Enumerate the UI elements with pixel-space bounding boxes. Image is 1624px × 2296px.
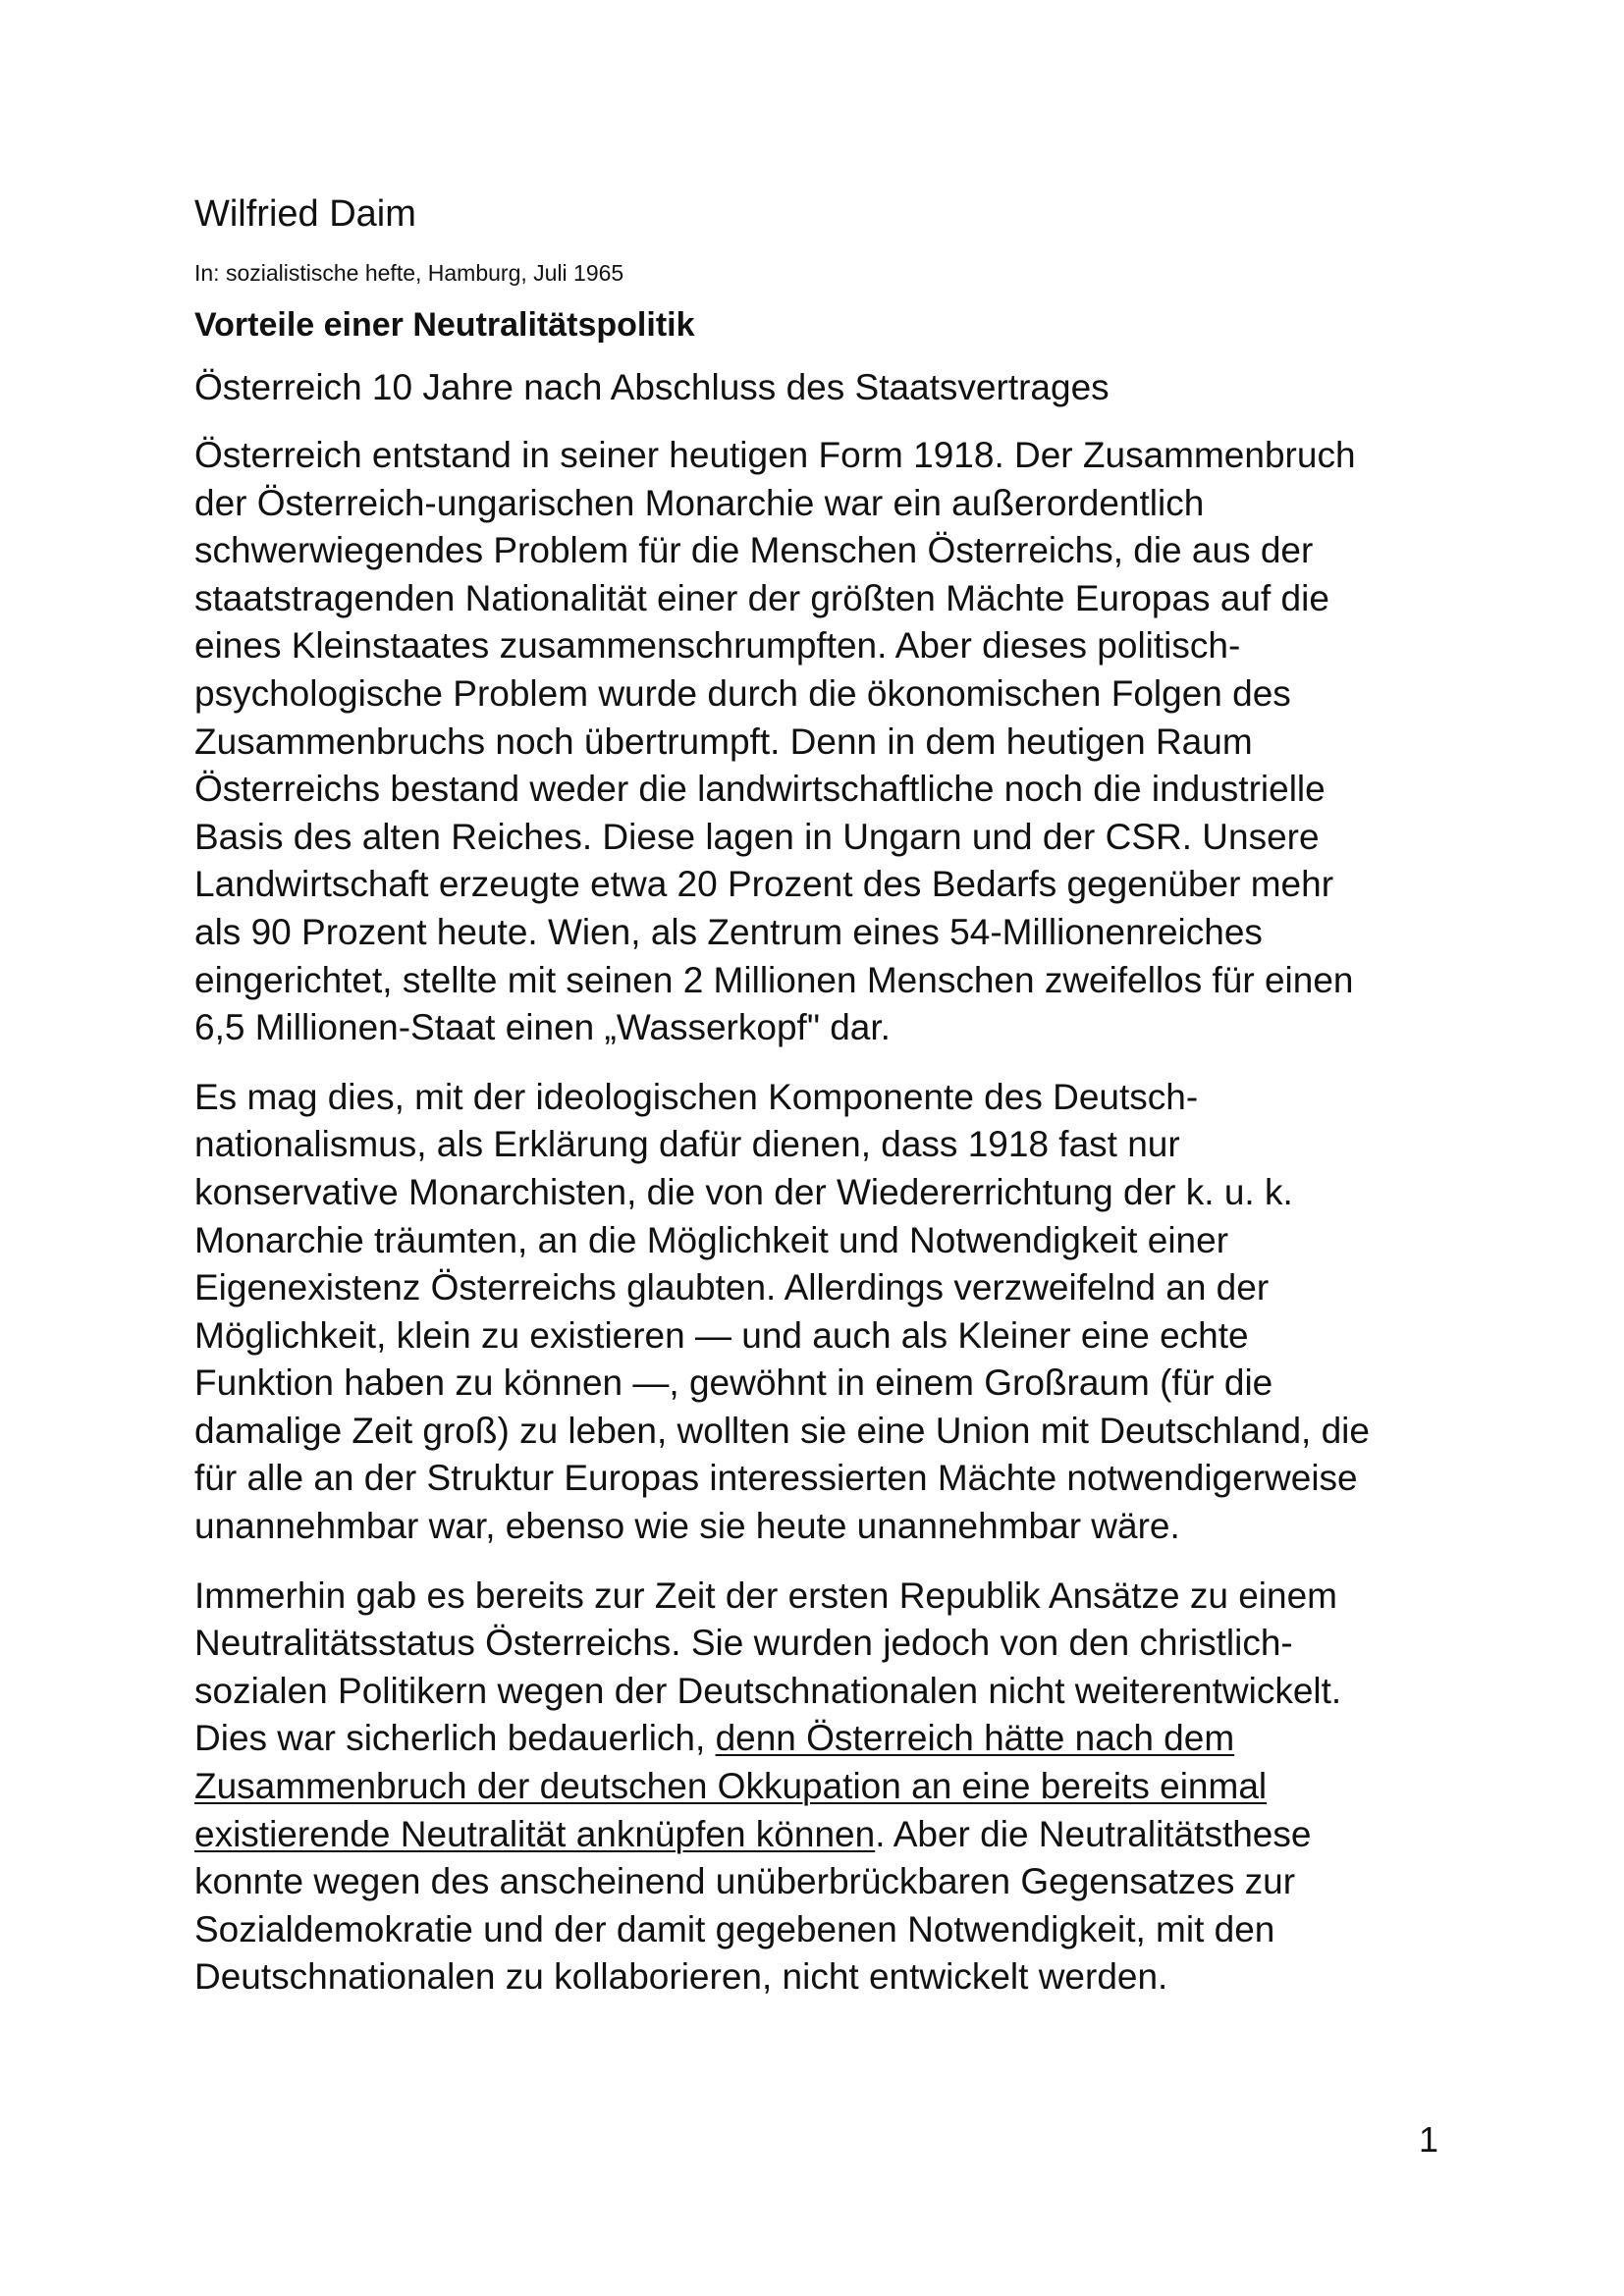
paragraph-line: Basis des alten Reiches. Diese lagen in Ungarn und der CSR. Unsere [194,816,1320,857]
paragraph-line: Es mag dies, mit der ideologischen Komponente des Deutsch- [194,1076,1199,1117]
paragraph-1 [194,432,1461,1052]
paragraph-line: Funktion haben zu können —, gewöhnt in einem Großraum (für die [194,1362,1273,1404]
paragraph-line: nationalismus, als Erklärung dafür dienen, dass 1918 fast nur [194,1124,1180,1165]
author-name: Wilfried Daim [194,193,416,235]
underlined-passage: Zusammenbruch der deutschen Okkupation an eine bereits einmal [194,1766,1268,1807]
paragraph-line: konnte wegen des anscheinend unüberbrückbaren Gegensatzes zur [194,1861,1296,1902]
paragraph-line: eingerichtet, stellte mit seinen 2 Millionen Menschen zweifellos für einen [194,959,1354,1000]
paragraph-line: Eigenexistenz Österreichs glaubten. Allerdings verzweifelnd an der [194,1267,1270,1308]
paragraph-line: als 90 Prozent heute. Wien, als Zentrum eines 54-Millionenreiches [194,911,1263,952]
paragraph-line: eines Kleinstaates zusammenschrumpften. Aber dieses politisch- [194,625,1241,667]
paragraph-line: schwerwiegendes Problem für die Menschen Österreichs, die aus der [194,530,1314,571]
source-citation: In: sozialistische hefte, Hamburg, Juli 1965 [194,260,624,286]
paragraph-line: Monarchie träumten, an die Möglichkeit und Notwendigkeit einer [194,1219,1229,1260]
article-subtitle: Österreich 10 Jahre nach Abschluss des Staatsvertrages [194,367,1110,407]
paragraph-line: der Österreich-ungarischen Monarchie war ein außerordentlich [194,482,1205,523]
paragraph-line: Möglichkeit, klein zu existieren — und auch als Kleiner eine echte [194,1314,1249,1356]
paragraph-line: unannehmbar war, ebenso wie sie heute unannehmbar wäre. [194,1506,1180,1547]
paragraph-line: staatstragenden Nationalität einer der größten Mächte Europas auf die [194,577,1329,618]
document-content [194,188,1461,2002]
paragraph-line: Immerhin gab es bereits zur Zeit der ersten Republik Ansätze zu einem [194,1575,1338,1616]
paragraph-3 [194,1573,1461,2002]
underlined-passage: denn Österreich hätte nach dem [715,1718,1235,1759]
paragraph-line: Österreichs bestand weder die landwirtschaftliche noch die industrielle [194,769,1326,810]
paragraph-line: Dies war sicherlich bedauerlich, [194,1718,716,1759]
paragraph-line: damalige Zeit groß) zu leben, wollten sie eine Union mit Deutschland, die [194,1410,1370,1451]
paragraph-line: Deutschnationalen zu kollaborieren, nicht entwickelt werden. [194,1956,1168,1998]
underlined-passage: existierende Neutralität anknüpfen können [194,1813,876,1854]
paragraph-line: 6,5 Millionen-Staat einen „Wasserkopf" dar. [194,1007,891,1048]
paragraph-line: konservative Monarchisten, die von der Wiedererrichtung der k. u. k. [194,1171,1293,1212]
paragraph-line: Zusammenbruchs noch übertrumpft. Denn in dem heutigen Raum [194,721,1253,762]
paragraph-line: für alle an der Struktur Europas interessierten Mächte notwendigerweise [194,1458,1358,1499]
paragraph-line: Neutralitätsstatus Österreichs. Sie wurden jedoch von den christlich- [194,1623,1293,1664]
paragraph-2 [194,1074,1461,1551]
paragraph-line: sozialen Politikern wegen der Deutschnationalen nicht weiterentwickelt. [194,1670,1342,1711]
paragraph-line: . Aber die Neutralitätsthese [875,1813,1312,1854]
paragraph-line: Österreich entstand in seiner heutigen Form 1918. Der Zusammenbruch [194,435,1356,475]
article-title: Vorteile einer Neutralitätspolitik [194,306,695,344]
paragraph-line: psychologische Problem wurde durch die ökonomischen Folgen des [194,672,1291,714]
page-number: 1 [1418,2119,1438,2160]
paragraph-line: Landwirtschaft erzeugte etwa 20 Prozent des Bedarfs gegenüber mehr [194,864,1334,905]
paragraph-line: Sozialdemokratie und der damit gegebenen Notwendigkeit, mit den [194,1908,1275,1949]
